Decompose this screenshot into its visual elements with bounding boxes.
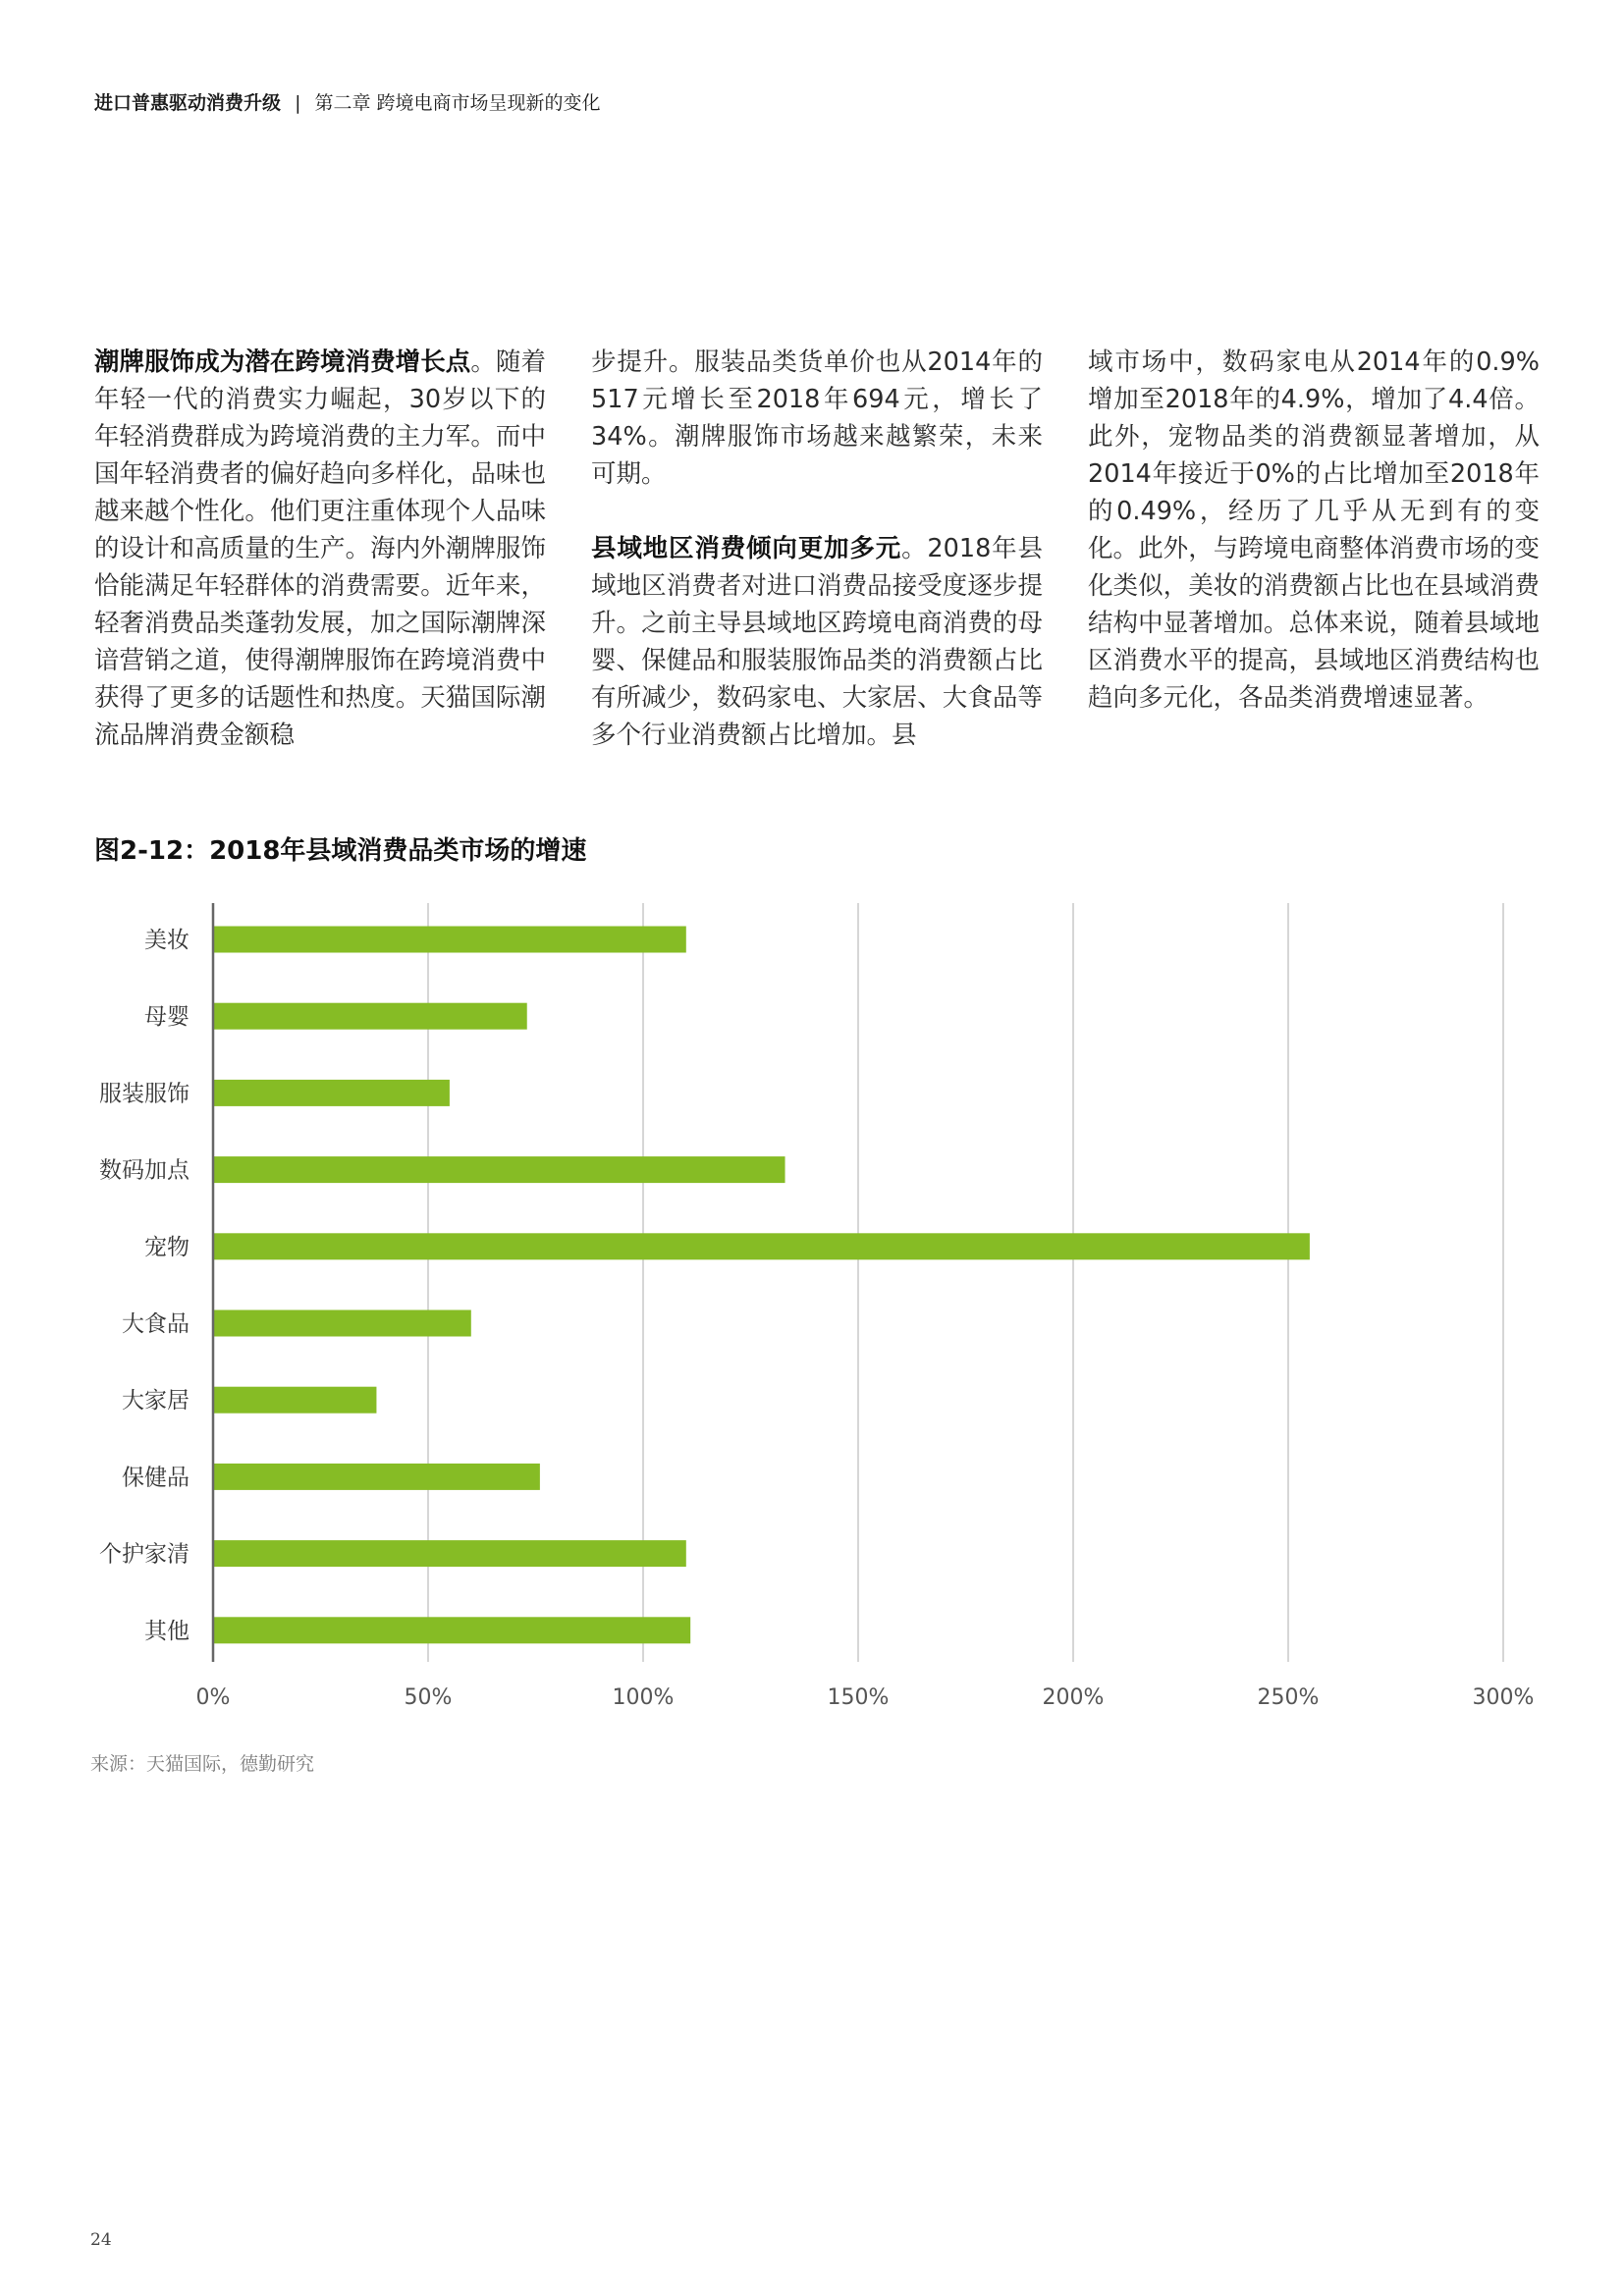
bar-2 [213, 1003, 527, 1030]
category-label-2: 母婴 [144, 1004, 189, 1031]
x-tick-label-100: 100% [612, 1685, 675, 1710]
bar-chart [0, 883, 1624, 1728]
paragraph-trend-apparel [94, 344, 546, 754]
x-tick-label-200: 200% [1042, 1685, 1105, 1710]
lead-trend-apparel: 潮牌服饰成为潜在跨境消费增长点 [94, 347, 471, 377]
header-separator: | [295, 92, 301, 114]
text-column-3 [1088, 344, 1540, 717]
category-label-3: 服装服饰 [99, 1081, 189, 1107]
bar-1 [213, 927, 686, 953]
text-column-1 [94, 344, 546, 754]
x-tick-label-250: 250% [1257, 1685, 1320, 1710]
bar-chart-svg [0, 883, 1624, 1728]
figure-title: 图2-12：2018年县域消费品类市场的增速 [94, 836, 587, 866]
bar-4 [213, 1156, 785, 1183]
category-label-7: 大家居 [122, 1388, 189, 1415]
bar-9 [213, 1540, 686, 1567]
figure-source: 来源：天猫国际，德勤研究 [90, 1753, 315, 1775]
category-label-9: 个护家清 [99, 1541, 189, 1568]
page-number: 24 [90, 2230, 112, 2250]
category-label-5: 宠物 [144, 1234, 189, 1260]
text-column-2 [591, 344, 1043, 754]
header-title: 进口普惠驱动消费升级 [94, 92, 282, 114]
category-label-4: 数码加点 [99, 1157, 189, 1184]
x-tick-label-300: 300% [1472, 1685, 1535, 1710]
category-label-8: 保健品 [122, 1465, 189, 1491]
bar-8 [213, 1464, 540, 1490]
x-tick-label-150: 150% [827, 1685, 890, 1710]
paragraph-continuation: 步提升。服装品类货单价也从2014年的517元增长至2018年694元，增长了34%。潮牌服饰市场越来越繁荣，未来可期。 [591, 347, 1043, 489]
x-tick-label-0: 0% [195, 1685, 231, 1710]
bar-6 [213, 1310, 471, 1337]
bar-10 [213, 1617, 690, 1643]
bar-5 [213, 1233, 1310, 1259]
paragraph-text: 。2018年县域地区消费者对进口消费品接受度逐步提升。之前主导县域地区跨境电商消费的母婴、保健品和服装服饰品类的消费额占比有所减少，数码家电、大家居、大食品等多个行业消费额占比增加。县 [591, 534, 1043, 750]
lead-county-consumption: 县域地区消费倾向更加多元 [591, 534, 902, 563]
category-label-10: 其他 [144, 1618, 189, 1644]
bar-3 [213, 1080, 450, 1106]
header-chapter: 第二章 跨境电商市场呈现新的变化 [314, 92, 601, 114]
x-tick-label-50: 50% [404, 1685, 453, 1710]
category-label-6: 大食品 [122, 1311, 189, 1337]
running-header [94, 88, 601, 115]
bar-7 [213, 1387, 376, 1414]
category-label-1: 美妆 [144, 928, 189, 953]
paragraph-county-consumption [591, 530, 1043, 754]
paragraph-continuation-2: 域市场中，数码家电从2014年的0.9%增加至2018年的4.9%，增加了4.4倍。此外，宠物品类的消费额显著增加，从2014年接近于0%的占比增加至2018年的0.49%，经历了几乎从无到有的变化。此外，与跨境电商整体消费市场的变化类似，美妆的消费额占比也在县域消费结构中显著增加。总体来说，随着县域地区消费水平的提高，县域地区消费结构也趋向多元化，各品类消费增速显著。 [1088, 347, 1540, 713]
paragraph-text: 。随着年轻一代的消费实力崛起，30岁以下的年轻消费群成为跨境消费的主力军。而中国年轻消费者的偏好趋向多样化，品味也越来越个性化。他们更注重体现个人品味的设计和高质量的生产。海内外潮牌服饰恰能满足年轻群体的消费需要。近年来，轻奢消费品类蓬勃发展，加之国际潮牌深谙营销之道，使得潮牌服饰在跨境消费中获得了更多的话题性和热度。天猫国际潮流品牌消费金额稳 [94, 347, 546, 750]
